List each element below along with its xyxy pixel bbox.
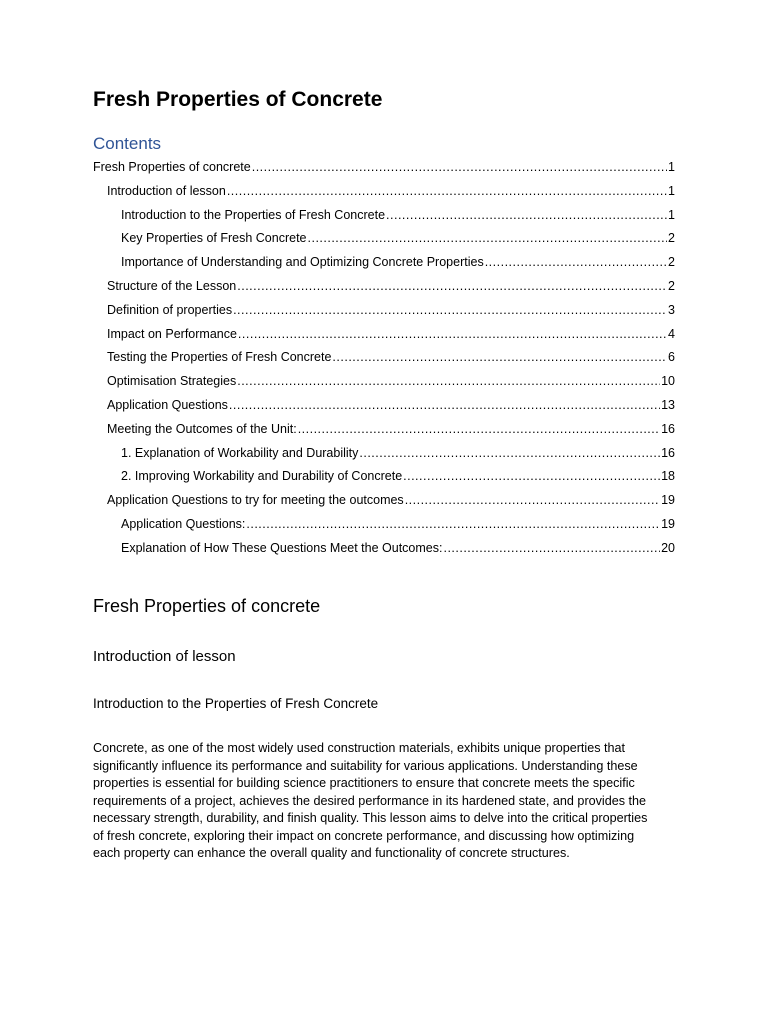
toc-dot-leader: [308, 227, 668, 251]
toc-entry-label[interactable]: Application Questions: [107, 397, 228, 412]
toc-dot-leader: [237, 275, 667, 299]
toc-entry-label[interactable]: Testing the Properties of Fresh Concrete: [107, 350, 332, 365]
toc-entry-label[interactable]: Importance of Understanding and Optimizing Concrete Properties: [121, 255, 484, 270]
paragraph-line: of fresh concrete, exploring their impact on concrete performance, and discussing how optimizing: [93, 828, 635, 843]
toc-entry-page-number[interactable]: 1: [668, 207, 675, 222]
toc-entry[interactable]: [93, 442, 675, 466]
paragraph-line: properties is essential for building science practitioners to ensure that concrete meets the specific: [93, 776, 635, 790]
toc-entry-page-number[interactable]: 20: [661, 540, 675, 555]
toc-entry[interactable]: [93, 513, 675, 537]
toc-dot-leader: [405, 489, 660, 513]
toc-dot-leader: [252, 156, 667, 180]
toc-entry-page-number[interactable]: 18: [661, 469, 675, 484]
toc-entry-page-number[interactable]: 2: [668, 231, 675, 246]
section-heading-fresh-properties: Fresh Properties of concrete: [93, 596, 321, 616]
toc-dot-leader: [359, 442, 660, 466]
toc-entry-page-number[interactable]: 3: [668, 302, 675, 317]
toc-entry[interactable]: [93, 323, 675, 347]
toc-entry[interactable]: [93, 418, 675, 442]
toc-entry-page-number[interactable]: 4: [668, 326, 675, 341]
toc-entry-label[interactable]: Introduction of lesson: [107, 183, 226, 198]
toc-entry-label[interactable]: Meeting the Outcomes of the Unit:: [107, 421, 297, 436]
paragraph-line: each property can enhance the overall quality and functionality of concrete structures.: [93, 846, 570, 860]
toc-dot-leader: [237, 370, 660, 394]
toc-dot-leader: [443, 537, 660, 561]
toc-dot-leader: [246, 513, 660, 537]
toc-entry[interactable]: [93, 156, 675, 180]
toc-entry[interactable]: [93, 275, 675, 299]
toc-entry-label[interactable]: Application Questions:: [121, 516, 246, 531]
toc-entry-page-number[interactable]: 6: [668, 350, 675, 365]
toc-entry[interactable]: [93, 489, 675, 513]
toc-entry-label[interactable]: Key Properties of Fresh Concrete: [121, 231, 307, 246]
toc-dot-leader: [233, 299, 667, 323]
toc-entry[interactable]: [93, 346, 675, 370]
toc-entry[interactable]: [93, 251, 675, 275]
toc-entry[interactable]: [93, 370, 675, 394]
toc-entry-label[interactable]: Application Questions to try for meeting the outcomes: [107, 493, 404, 508]
intro-paragraph: [93, 740, 675, 863]
paragraph-line: requirements of a project, achieves the desired performance in its hardened state, and provides the: [93, 793, 647, 808]
toc-dot-leader: [238, 323, 667, 347]
toc-dot-leader: [229, 394, 660, 418]
toc-entry-label[interactable]: Definition of properties: [107, 302, 233, 317]
contents-heading: Contents: [93, 134, 162, 153]
toc-dot-leader: [403, 465, 660, 489]
toc-dot-leader: [332, 346, 667, 370]
toc-entry-page-number[interactable]: 16: [661, 445, 675, 460]
toc-dot-leader: [298, 418, 660, 442]
toc-entry[interactable]: [93, 180, 675, 204]
paragraph-line: necessary strength, durability, and finish quality. This lesson aims to delve into the critical properties: [93, 811, 648, 825]
toc-entry[interactable]: [93, 394, 675, 418]
toc-dot-leader: [386, 204, 667, 228]
toc-entry-label[interactable]: 2. Improving Workability and Durability of Concrete: [121, 469, 403, 484]
toc-entry-label[interactable]: Optimisation Strategies: [107, 374, 237, 389]
toc-entry-label[interactable]: Fresh Properties of concrete: [93, 160, 251, 174]
toc-entry[interactable]: [93, 204, 675, 228]
toc-entry[interactable]: [93, 537, 675, 561]
toc-entry-page-number[interactable]: 1: [668, 160, 675, 174]
paragraph-line: Concrete, as one of the most widely used construction materials, exhibits unique properties that: [93, 741, 626, 755]
toc-dot-leader: [485, 251, 667, 275]
toc-entry-label[interactable]: Introduction to the Properties of Fresh Concrete: [121, 207, 386, 222]
table-of-contents: [93, 156, 675, 561]
toc-dot-leader: [227, 180, 667, 204]
toc-entry-page-number[interactable]: 2: [668, 278, 675, 293]
toc-entry-label[interactable]: Impact on Performance: [107, 326, 237, 341]
toc-entry-page-number[interactable]: 13: [661, 397, 675, 412]
toc-entry[interactable]: [93, 465, 675, 489]
paragraph-line: significantly influence its performance and suitability for various applications. Understanding these: [93, 758, 638, 773]
section-heading-introduction-of-lesson: Introduction of lesson: [93, 648, 236, 665]
section-heading-introduction-properties: Introduction to the Properties of Fresh Concrete: [93, 696, 379, 711]
toc-entry-page-number[interactable]: 19: [661, 493, 675, 508]
toc-entry[interactable]: [93, 227, 675, 251]
toc-entry[interactable]: [93, 299, 675, 323]
toc-entry-page-number[interactable]: 19: [661, 516, 675, 531]
toc-entry-page-number[interactable]: 10: [661, 374, 675, 389]
toc-entry-page-number[interactable]: 16: [661, 421, 675, 436]
document-title: Fresh Properties of Concrete: [93, 88, 383, 111]
toc-entry-label[interactable]: Explanation of How These Questions Meet the Outcomes:: [121, 540, 443, 555]
toc-entry-label[interactable]: Structure of the Lesson: [107, 278, 237, 293]
toc-entry-page-number[interactable]: 2: [668, 255, 675, 270]
toc-entry-label[interactable]: 1. Explanation of Workability and Durability: [121, 445, 359, 460]
toc-entry-page-number[interactable]: 1: [668, 183, 675, 198]
